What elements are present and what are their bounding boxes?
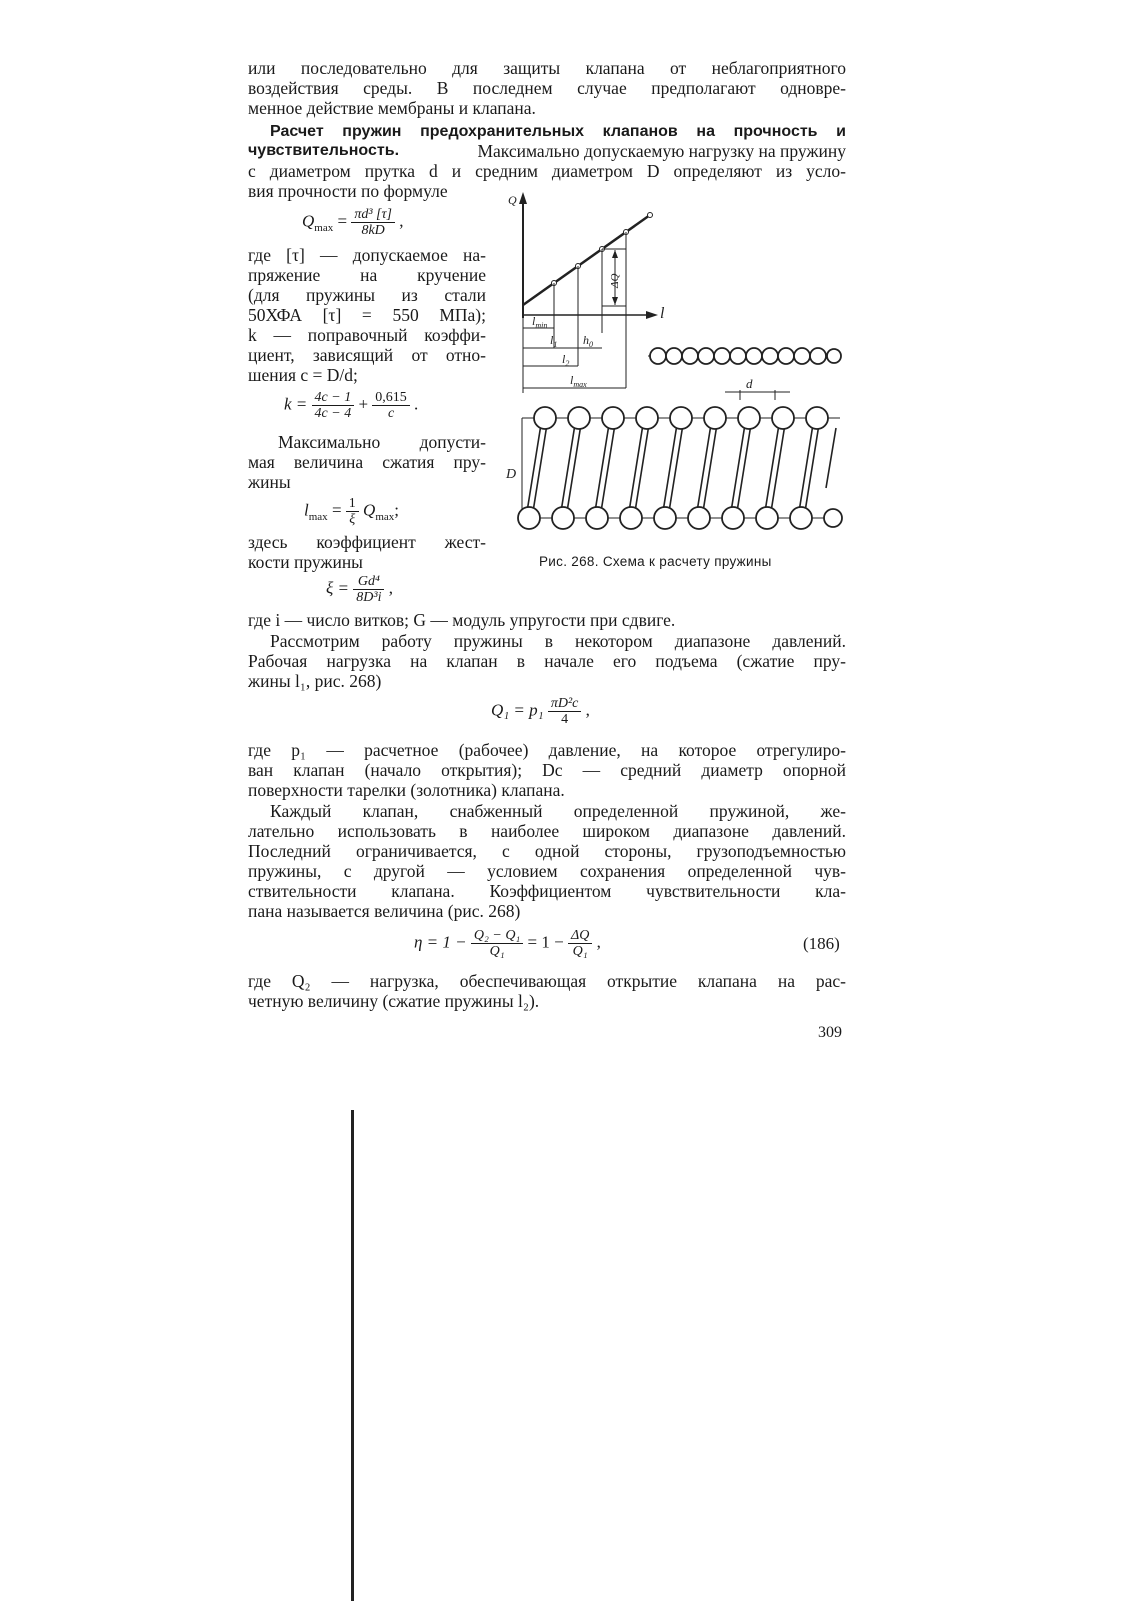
heading-bold: чувствительность. xyxy=(248,142,400,159)
text-line: лательно использовать в наиболее широком диапазоне давлений. xyxy=(248,821,846,841)
text-line: Рабочая нагрузка на клапан в начале его подъема (сжатие пру- xyxy=(248,651,846,671)
equation-number: (186) xyxy=(803,934,840,953)
spring-diagram xyxy=(500,188,846,538)
text-line: кости пружины xyxy=(248,552,363,572)
fraction-denominator: 4c − 4 xyxy=(314,406,352,421)
text-line: где p₁ — расчетное (рабочее) давление, на которое отрегулиро- xyxy=(248,740,846,760)
spring-body xyxy=(505,407,842,529)
formula-symbol: Q xyxy=(363,500,376,520)
formula-punct: ; xyxy=(394,500,399,520)
label-l1: $l_1$ xyxy=(550,333,558,349)
section-heading xyxy=(270,120,846,142)
formula-equals: = xyxy=(337,211,348,231)
page-number: 309 xyxy=(818,1024,842,1041)
label-d: d xyxy=(746,376,753,391)
text-line: жины xyxy=(248,472,291,492)
fraction-numerator: 0,615 xyxy=(372,390,410,406)
formula-fraction xyxy=(548,696,582,727)
fraction-denominator: c xyxy=(387,406,395,421)
formula-symbol: k = xyxy=(284,394,308,414)
text-line: четную величину (сжатие пружины l₂). xyxy=(248,991,540,1011)
text-span: Максимально допускаемую нагрузку на пружину xyxy=(477,141,846,161)
text-line: воздействия среды. В последнем случае предполагают одновре- xyxy=(248,78,846,98)
fraction-denominator: 8D³i xyxy=(356,590,382,605)
fraction-denominator: 4 xyxy=(561,712,569,727)
text-line: пружины, с другой — условием сохранения определенной чув- xyxy=(248,861,846,881)
formula-qmax xyxy=(302,207,403,238)
fraction-numerator: ΔQ xyxy=(568,928,592,944)
label-l2: $l_2$ xyxy=(562,352,570,368)
text-line: Максимально допусти- xyxy=(278,432,486,452)
text-line: здесь коэффициент жест- xyxy=(248,532,486,552)
formula-symbol: l xyxy=(304,500,309,520)
scan-margin-line xyxy=(351,1110,354,1601)
formula-q1 xyxy=(491,696,590,727)
formula-fraction xyxy=(568,928,592,959)
fraction-denominator: ξ xyxy=(349,512,356,527)
label-delta-q: ΔQ xyxy=(609,273,621,288)
text-line: вия прочности по формуле xyxy=(248,181,448,201)
text-line: Рассмотрим работу пружины в некотором диапазоне давлений. xyxy=(270,631,846,651)
formula-operator: + xyxy=(358,394,369,414)
formula-punct: , xyxy=(585,700,590,720)
text-line: менное действие мембраны и клапана. xyxy=(248,98,536,118)
fraction-denominator: Q₁ xyxy=(489,944,505,959)
fraction-denominator: Q₁ xyxy=(572,944,588,959)
label-lmax: $l_{max}$ xyxy=(570,373,587,389)
text-line: или последовательно для защиты клапана от неблагоприятного xyxy=(248,58,846,78)
axis-label-q: Q xyxy=(508,193,517,207)
formula-k xyxy=(284,390,418,421)
text-line: (для пружины из стали xyxy=(248,285,486,305)
text-line xyxy=(248,141,846,161)
formula-fraction xyxy=(312,390,355,421)
text-line: Каждый клапан, снабженный определенной пружиной, же- xyxy=(270,801,846,821)
label-lmin: $l_{min}$ xyxy=(532,314,548,330)
text-line: ван клапан (начало открытия); Dc — средний диаметр опорной xyxy=(248,760,846,780)
formula-subscript: max xyxy=(375,510,395,523)
fraction-numerator: 4c − 1 xyxy=(312,390,355,406)
label-D: D xyxy=(506,467,517,482)
formula-punct: , xyxy=(596,932,601,952)
compressed-coil-row xyxy=(648,348,841,364)
text-line: ствительности клапана. Коэффициентом чувствительности кла- xyxy=(248,881,846,901)
formula-eta xyxy=(414,928,601,959)
formula-equals: = xyxy=(331,500,342,520)
heading-bold: Расчет пружин предохранительных клапанов на прочность и xyxy=(270,123,846,140)
label-h0: $h_0$ xyxy=(583,333,593,349)
fraction-numerator: 1 xyxy=(346,496,359,512)
formula-operator: = 1 − xyxy=(527,932,564,952)
text-line: поверхности тарелки (золотника) клапана. xyxy=(248,780,565,800)
formula-fraction xyxy=(471,928,523,959)
fraction-denominator: 8kD xyxy=(361,223,385,238)
formula-punct: , xyxy=(399,211,404,231)
formula-xi xyxy=(326,574,393,605)
text-line: где [τ] — допускаемое на- xyxy=(248,245,486,265)
formula-fraction xyxy=(351,207,395,238)
text-line: где Q₂ — нагрузка, обеспечивающая открытие клапана на рас- xyxy=(248,971,846,991)
fraction-numerator: Q₂ − Q₁ xyxy=(471,928,523,944)
formula-fraction xyxy=(346,496,359,527)
text-line: с диаметром прутка d и средним диаметром D определяют из усло- xyxy=(248,161,846,181)
text-line: k — поправочный коэффи- xyxy=(248,325,486,345)
text-line: циент, зависящий от отно- xyxy=(248,345,486,365)
text-line: пряжение на кручение xyxy=(248,265,486,285)
text-line: мая величина сжатия пру- xyxy=(248,452,486,472)
formula-lmax xyxy=(304,496,399,527)
text-line: где i — число витков; G — модуль упругости при сдвиге. xyxy=(248,610,676,630)
text-line: шения c = D/d; xyxy=(248,365,358,385)
formula-subscript: max xyxy=(308,510,328,523)
fraction-numerator: πd³ [τ] xyxy=(351,207,395,223)
formula-symbol: ξ = xyxy=(326,578,350,598)
formula-symbol: Q xyxy=(302,211,315,231)
formula-subscript: max xyxy=(314,221,334,234)
formula-symbol: Q₁ = p₁ xyxy=(491,700,544,720)
text-line: Последний ограничивается, с одной стороны, грузоподъемностью xyxy=(248,841,846,861)
formula-fraction xyxy=(353,574,384,605)
text-line: пана называется величина (рис. 268) xyxy=(248,901,521,921)
fraction-numerator: Gd⁴ xyxy=(353,574,384,590)
formula-symbol: η = 1 − xyxy=(414,932,467,952)
text-line: жины l₁, рис. 268) xyxy=(248,671,382,691)
axis-label-l: l xyxy=(660,305,665,322)
formula-punct: . xyxy=(414,394,419,414)
figure-caption: Рис. 268. Схема к расчету пружины xyxy=(539,554,772,569)
text-line: 50ХФА [τ] = 550 МПа); xyxy=(248,305,486,325)
formula-fraction xyxy=(372,390,410,421)
formula-punct: , xyxy=(388,578,393,598)
fraction-numerator: πD²c xyxy=(548,696,582,712)
